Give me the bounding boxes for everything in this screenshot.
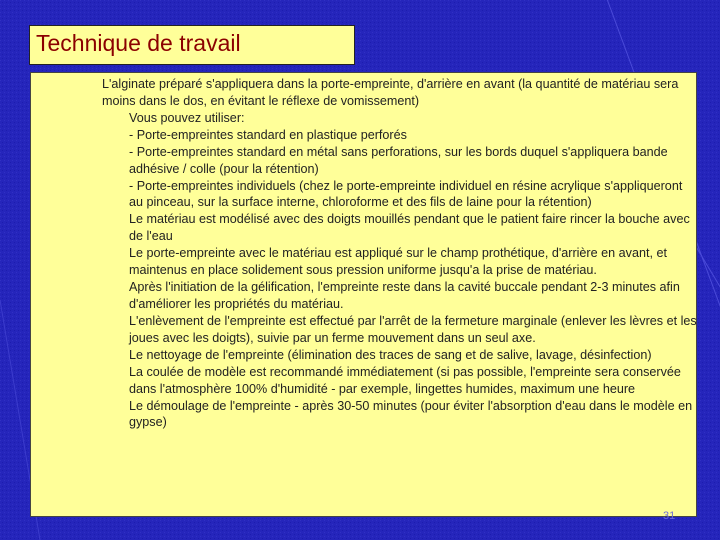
text-line: - Porte-empreintes standard en plastique perforés: [129, 127, 407, 142]
page-number: 31: [663, 510, 676, 522]
text-line: Le démoulage de l'empreinte - après 30-50 minutes (pour éviter l'absorption d'eau dans le modèle en gypse): [129, 398, 693, 430]
text-line: L'enlèvement de l'empreinte est effectué par l'arrêt de la fermeture marginale (enlever les lèvres et les joues avec les doigts), suivie par un ferme mouvement dans un seul axe.: [129, 313, 697, 345]
text-line: Le nettoyage de l'empreinte (élimination des traces de sang et de salive, lavage, désinfection): [129, 347, 652, 362]
text-line: Le porte-empreinte avec le matériau est appliqué sur le champ prothétique, d'arrière en avant, et maintenus en place solidement sous pression uniforme jusqu'a la prise de matériau.: [129, 246, 667, 278]
content-text: [102, 76, 698, 431]
text-line: La coulée de modèle est recommandé immédiatement (si pas possible, l'empreinte sera conservée dans l'atmosphère 100% d'humidité - par exemple, lingettes humides, maximum une heure: [129, 364, 681, 396]
text-line: Le matériau est modélisé avec des doigts mouillés pendant que le patient faire rincer la bouche avec de l'eau: [129, 212, 690, 244]
text-line: Vous pouvez utiliser:: [129, 110, 245, 125]
slide-title: Technique de travail: [36, 30, 241, 56]
text-line: - Porte-empreintes standard en métal sans perforations, sur les bords duquel s'appliquera bande adhésive / colle (pour la rétention): [129, 144, 668, 176]
text-line: Après l'initiation de la gélification, l'empreinte reste dans la cavité buccale pendant 2-3 minutes afin d'améliorer les propriétés du matériau.: [129, 280, 680, 311]
content-box: [30, 72, 697, 517]
title-box: [29, 25, 355, 65]
intro-paragraph: L'alginate préparé s'appliquera dans la porte-empreinte, d'arrière en avant (la quantité de matériau sera moins dans le dos, en évitant le réflexe de vomissement): [102, 77, 679, 108]
text-line: - Porte-empreintes individuels (chez le porte-empreinte individuel en résine acrylique s'appliqueront au pinceau, sur la surface interne, chloroforme et des fils de laine pour la rétention): [129, 178, 683, 210]
